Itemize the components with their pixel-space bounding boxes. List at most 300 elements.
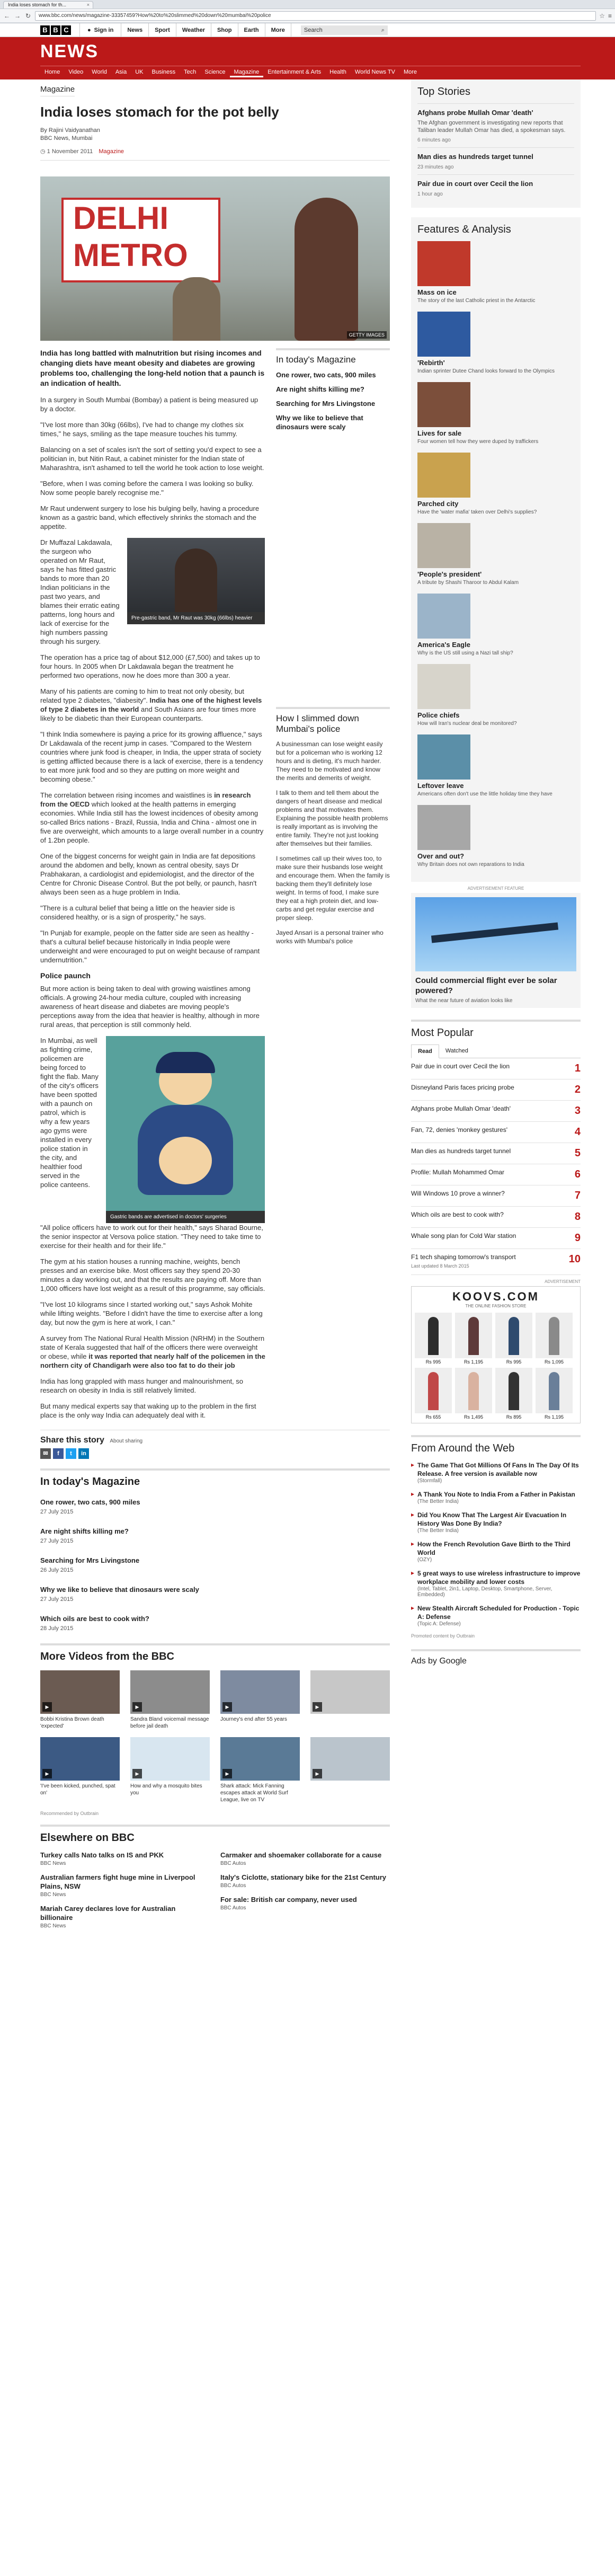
magazine-item-title: One rower, two cats, 900 miles — [40, 1498, 140, 1506]
article-tag[interactable]: Magazine — [99, 148, 124, 155]
video-item[interactable] — [220, 1737, 300, 1803]
feature-image[interactable] — [417, 594, 470, 639]
popular-item[interactable] — [411, 1143, 581, 1164]
feature-item[interactable] — [417, 523, 574, 594]
walking-woman-figure — [295, 198, 358, 341]
video-title: 'I've been kicked, punched, spat on' — [40, 1783, 115, 1796]
elsewhere-item-source: BBC Autos — [220, 1883, 246, 1889]
todays-box-item[interactable]: One rower, two cats, 900 miles — [276, 371, 376, 379]
product-image — [455, 1368, 492, 1413]
magazine-item[interactable] — [40, 1527, 231, 1544]
section-label[interactable]: Magazine — [40, 79, 75, 96]
feature-title: Leftover leave — [417, 782, 464, 790]
email-icon[interactable]: ✉ — [40, 1448, 51, 1459]
headline: India loses stomach for the pot belly — [40, 104, 279, 120]
slim-paragraph: I sometimes call up their wives too, to make sure their husbands lose weight and encourage them. When the family is backing them they'll definitely lose weight. In terms of food, I make sure they eat a high protein diet, and low-carbs and get regular exercise and proper sleep. — [276, 855, 390, 922]
news-nav-business[interactable]: Business — [151, 69, 176, 75]
sponsored-summary: What the near future of aviation looks like — [415, 998, 513, 1004]
paragraph: But more action is being taken to deal with growing waistlines among officials. A growing 24-hour media culture, coupled with increasing awareness of heart disease and diabetes are moving people's perceptions away from the idea that heavier is healthy, although in more rural areas, that perception is still commonly held. — [40, 985, 260, 1029]
magazine-item-date: 27 July 2015 — [40, 1596, 74, 1603]
sign-in-link[interactable] — [79, 23, 121, 37]
video-item[interactable] — [310, 1737, 390, 1803]
arrow-right-icon: ▸ — [411, 1569, 415, 1577]
slim-box-title: How I slimmed down Mumbai's police — [276, 707, 390, 734]
feature-image[interactable] — [417, 241, 470, 286]
popular-item[interactable] — [411, 1185, 581, 1207]
koovs-logo: KOOVS.COM — [452, 1290, 539, 1303]
video-thumbnail[interactable] — [40, 1737, 120, 1781]
top-stories-title: Top Stories — [417, 86, 471, 98]
magazine-item-title: Are night shifts killing me? — [40, 1527, 129, 1535]
top-story-title: Man dies as hundreds target tunnel — [417, 153, 533, 161]
paragraph-oecd — [40, 791, 265, 845]
product-image — [415, 1313, 452, 1358]
koovs-ad[interactable] — [411, 1286, 581, 1423]
top-story-date: 23 minutes ago — [417, 164, 454, 170]
magazine-item[interactable] — [40, 1498, 231, 1515]
feature-summary: Four women tell how they were duped by traffickers — [417, 439, 539, 445]
koovs-ad-label: ADVERTISEMENT — [545, 1279, 581, 1284]
article-body — [40, 348, 265, 1427]
web-item[interactable] — [411, 1511, 581, 1534]
article-intro: India has long battled with malnutrition but rising incomes and changing diets have meant obesity and diabetes are growing problems too, challenging the long-held notion that a paunch is an indication of health. — [40, 349, 265, 387]
slim-paragraph: I talk to them and tell them about the dangers of heart disease and medical problems and that motivates them. Explaining the possible health problems is really important as is involving the entire family. They're not just looking after themselves but their families. — [276, 789, 388, 847]
product-image — [415, 1368, 452, 1413]
surgeon-photo — [127, 538, 265, 612]
feature-title: Mass on ice — [417, 288, 457, 296]
product-price: Rs 1,495 — [464, 1414, 484, 1420]
slim-box — [276, 707, 390, 945]
koovs-products — [415, 1313, 577, 1420]
popular-item[interactable] — [411, 1164, 581, 1185]
elsewhere-item-title: Australian farmers fight huge mine in Liverpool Plains, NSW — [40, 1873, 195, 1890]
top-story[interactable] — [417, 103, 574, 147]
product-image — [495, 1313, 532, 1358]
paragraph-oecd-start: The correlation between rising incomes and waistlines is — [40, 791, 212, 799]
sidebar — [411, 79, 581, 1666]
video-item[interactable] — [40, 1670, 120, 1730]
elsewhere-item[interactable] — [220, 1895, 390, 1911]
cartoon-block — [40, 1036, 265, 1223]
popular-item-date: Last updated 8 March 2015 — [411, 1263, 469, 1269]
cartoon-caption: Gastric bands are advertised in doctors' surgeries — [106, 1211, 265, 1223]
paragraph-oecd-end: which looked at the health patterns in emerging economies. While India still has the lowest incidences of obesity among so-called Brics nations - Brazil, Russia, India and China - almost one in five are overweight, which amounts to a large overall number in a country of 1.2bn people. — [40, 800, 264, 844]
from-around-the-web — [411, 1435, 581, 1639]
web-item-text — [417, 1569, 581, 1598]
metro-sign: DELHI METRO — [61, 198, 220, 282]
article-columns — [40, 348, 390, 1427]
koovs-product[interactable] — [455, 1313, 492, 1365]
sponsored-feature[interactable] — [411, 893, 581, 1008]
magazine-item-date: 28 July 2015 — [40, 1625, 74, 1632]
feature-item[interactable] — [417, 241, 574, 312]
news-nav-magazine[interactable]: Magazine — [230, 66, 264, 77]
play-icon[interactable]: ▶ — [42, 1769, 52, 1778]
video-item[interactable] — [40, 1737, 120, 1803]
product-image — [536, 1313, 573, 1358]
elsewhere-item[interactable] — [40, 1851, 210, 1866]
paragraph: The gym at his station houses a running machine, weights, bench presses and an exercise bike. Most officers say they spend 20-30 minutes a day working out, and that the results are paying off. More than 1,000 officers have lost weight as a result of this programme, say officials. — [40, 1258, 265, 1293]
popular-item-title: Disneyland Paris faces pricing probe — [411, 1084, 514, 1091]
features-list — [417, 241, 574, 875]
model-figure — [549, 1317, 559, 1355]
browser-tabbar — [0, 0, 615, 8]
tab-watched[interactable]: Watched — [445, 1048, 468, 1054]
elsewhere-item-title: Italy's Ciclotte, stationary bike for the 21st Century — [220, 1873, 387, 1881]
popular-item-title: Which oils are best to cook with? — [411, 1211, 504, 1218]
video-title: Bobbi Kristina Brown death 'expected' — [40, 1716, 104, 1729]
paragraph: India has long grappled with mass hunger and malnourishment, so research on obesity in India is still relatively limited. — [40, 1377, 244, 1394]
magazine-item[interactable] — [40, 1614, 231, 1632]
author-role: BBC News, Mumbai — [40, 135, 93, 141]
paragraph: One of the biggest concerns for weight gain in India are fat depositions around the abdomen and belly, known as central obesity, says Dr Prabhakaran, a cardiologist and epidemiologist, and the director of the Centre for Chronic Disease Control. But the pot belly, or paunch, hasn't always been seen as a huge problem in India. — [40, 852, 257, 896]
video-thumbnail[interactable] — [130, 1737, 210, 1781]
popular-item[interactable] — [411, 1058, 581, 1079]
model-figure — [468, 1317, 479, 1355]
web-item-text — [417, 1604, 581, 1627]
news-nav-science[interactable]: Science — [204, 69, 226, 75]
feature-item[interactable] — [417, 805, 574, 875]
surgeon-figure — [127, 538, 265, 653]
model-figure — [509, 1372, 519, 1410]
elsewhere-item-title: Turkey calls Nato talks on IS and PKK — [40, 1851, 164, 1859]
elsewhere-item-source: BBC News — [40, 1861, 66, 1866]
elsewhere-left — [40, 1851, 210, 1935]
model-figure — [468, 1372, 479, 1410]
web-item[interactable] — [411, 1461, 581, 1484]
ads-by-google[interactable]: Ads by Google — [411, 1649, 581, 1666]
top-story-summary: The Afghan government is investigating new reports that Taliban leader Mullah Omar has died, a spokesman says. — [417, 120, 566, 134]
news-title[interactable]: NEWS — [40, 41, 99, 61]
nav-earth[interactable]: Earth — [238, 23, 265, 37]
paragraph: "All police officers have to work out for their health," says Sharad Bourne, the senior inspector at Versova police station. "They need to take time to exercise for their health and for their life." — [40, 1224, 263, 1250]
star-icon[interactable]: ☆ — [599, 12, 605, 20]
top-story[interactable] — [417, 147, 574, 174]
feature-image[interactable] — [417, 805, 470, 850]
popular-item-title: Man dies as hundreds target tunnel — [411, 1147, 511, 1155]
popular-item[interactable] — [411, 1101, 581, 1122]
paragraph-diabetes-end: and South Asians are four times more likely to be diabetic than their European counterparts. — [40, 705, 256, 722]
feature-item[interactable] — [417, 664, 574, 734]
paragraph: Dr Muffazal Lakdawala, the surgeon who operated on Mr Raut, says he has fitted gastric bands to more than 20 Indian politicians in the past two years, and blames their erratic eating patterns, long hours and lack of exercise for the high numbers passing through his surgery. — [40, 538, 120, 645]
koovs-tagline: THE ONLINE FASHION STORE — [465, 1304, 527, 1308]
search-input[interactable] — [301, 25, 388, 35]
seated-man-figure — [173, 277, 220, 341]
cartoon-belly — [159, 1137, 212, 1184]
arrow-right-icon: ▸ — [411, 1490, 415, 1498]
surgeon-caption: Pre-gastric band, Mr Raut was 30kg (66lbs) heavier — [127, 612, 265, 624]
news-nav-asia[interactable]: Asia — [115, 69, 127, 75]
magazine-item-title: Searching for Mrs Livingstone — [40, 1556, 140, 1564]
person-figure — [175, 548, 217, 612]
product-price: Rs 655 — [425, 1414, 441, 1420]
feature-image[interactable] — [417, 523, 470, 568]
feature-item[interactable] — [417, 382, 574, 453]
feature-item[interactable] — [417, 453, 574, 523]
browser-tab-title: India loses stomach for th... — [8, 2, 67, 7]
video-item[interactable] — [310, 1670, 390, 1730]
web-item-text — [417, 1490, 575, 1504]
paragraph: "I think India somewhere is paying a price for its growing affluence," says Dr Lakdawala of the recent jump in cases. "Compared to the Western countries where junk food is cheaper, in India, the upper strata of society is getting afflicted because there is a lack of exercise, there is a tendency to eat more junk food and so they are putting on more weight and becoming obese." — [40, 730, 263, 783]
play-icon[interactable]: ▶ — [222, 1769, 232, 1778]
popular-rank: 10 — [568, 1253, 581, 1265]
feature-title: 'People's president' — [417, 570, 482, 578]
koovs-product[interactable] — [415, 1313, 452, 1365]
search-icon[interactable]: ⌕ — [381, 27, 385, 33]
product-image — [536, 1368, 573, 1413]
feature-title: America's Eagle — [417, 641, 470, 649]
video-thumbnail[interactable] — [130, 1670, 210, 1714]
back-arrow-icon[interactable]: ← — [4, 12, 10, 20]
top-story-title: Pair due in court over Cecil the lion — [417, 180, 533, 188]
feature-summary: Americans often don't use the little holiday time they have — [417, 791, 552, 797]
cartoon-cap — [156, 1052, 215, 1073]
elsewhere-on-bbc — [40, 1825, 390, 1935]
promoted-credit[interactable]: Promoted content by Outbrain — [411, 1633, 475, 1639]
elsewhere-item[interactable] — [220, 1851, 390, 1866]
elsewhere-item-source: BBC Autos — [220, 1905, 246, 1911]
slim-paragraph: Jayed Ansari is a personal trainer who works with Mumbai's police — [276, 929, 384, 945]
subhead: Police paunch — [40, 971, 91, 980]
sponsored-title: Could commercial flight ever be solar powered? — [415, 976, 557, 995]
todays-box-item[interactable]: Are night shifts killing me? — [276, 385, 364, 393]
top-story-date: 6 minutes ago — [417, 137, 451, 143]
todays-magazine-title: In today's Magazine — [40, 1468, 390, 1488]
magazine-item-date: 26 July 2015 — [40, 1567, 74, 1573]
news-nav-home[interactable]: Home — [44, 69, 60, 75]
cartoon-text — [40, 1036, 99, 1223]
play-icon[interactable]: ▶ — [313, 1769, 322, 1778]
product-price: Rs 1,195 — [544, 1414, 564, 1420]
top-story-title: Afghans probe Mullah Omar 'death' — [417, 109, 533, 117]
reload-icon[interactable]: ↻ — [25, 12, 31, 20]
surgeon-block — [40, 538, 265, 653]
web-item[interactable] — [411, 1490, 581, 1504]
menu-icon[interactable]: ≡ — [608, 12, 612, 20]
from-web-list — [411, 1461, 581, 1627]
play-icon[interactable]: ▶ — [132, 1769, 142, 1778]
koovs-product[interactable] — [495, 1368, 532, 1420]
todays-box-item[interactable]: Why we like to believe that dinosaurs were scaly — [276, 414, 363, 431]
web-item-text — [417, 1511, 581, 1534]
web-item[interactable] — [411, 1569, 581, 1598]
feature-summary: Indian sprinter Dutee Chand looks forward to the Olympics — [417, 368, 555, 374]
nav-sport[interactable]: Sport — [149, 23, 176, 37]
video-title: Journey's end after 55 years — [220, 1716, 287, 1722]
feature-title: Police chiefs — [417, 711, 460, 719]
popular-rank: 3 — [574, 1105, 581, 1117]
magazine-item-date: 27 July 2015 — [40, 1538, 74, 1544]
diabetes-link[interactable]: India has one of the highest levels of type 2 diabetes in the world — [40, 696, 262, 713]
slim-paragraph: A businessman can lose weight easily but for a policeman who is working 12 hours and is dieting, it's much harder. They need to be motivated and know the merits and demerits of weight. — [276, 740, 383, 782]
tab-read[interactable]: Read — [411, 1044, 439, 1058]
video-item[interactable] — [130, 1670, 210, 1730]
plane-wing-shape — [431, 922, 558, 943]
web-item-text — [417, 1540, 581, 1563]
elsewhere-item-title: Mariah Carey declares love for Australian billionaire — [40, 1905, 176, 1922]
web-item[interactable] — [411, 1540, 581, 1563]
news-nav-video[interactable]: Video — [68, 69, 84, 75]
koovs-product[interactable] — [536, 1313, 573, 1365]
video-thumbnail[interactable] — [310, 1737, 390, 1781]
oecd-link[interactable]: in research from the OECD — [40, 791, 251, 808]
magazine-item-title: Why we like to believe that dinosaurs were scaly — [40, 1586, 199, 1594]
elsewhere-title: Elsewhere on BBC — [40, 1825, 390, 1844]
arrow-right-icon: ▸ — [411, 1540, 415, 1547]
bbc-logo[interactable]: B B C — [40, 25, 71, 35]
elsewhere-item[interactable] — [40, 1873, 210, 1898]
from-web-title: From Around the Web — [411, 1435, 581, 1455]
play-icon[interactable]: ▶ — [132, 1702, 142, 1712]
video-thumbnail[interactable] — [220, 1670, 300, 1714]
features-title: Features & Analysis — [417, 224, 511, 235]
popular-item-title: Profile: Mullah Mohammed Omar — [411, 1169, 505, 1176]
bbc-global-nav — [121, 23, 291, 37]
news-nav-entertainment[interactable]: Entertainment & Arts — [268, 69, 322, 75]
outbrain-credit[interactable]: Recommended by Outbrain — [40, 1811, 99, 1816]
popular-item[interactable] — [411, 1249, 581, 1275]
news-nav-world[interactable]: World — [92, 69, 107, 75]
magazine-item[interactable] — [40, 1556, 231, 1573]
elsewhere-item-title: For sale: British car company, never used — [220, 1896, 357, 1904]
author: By Rajini Vaidyanathan — [40, 127, 100, 134]
nav-weather[interactable]: Weather — [176, 23, 211, 37]
popular-item[interactable] — [411, 1228, 581, 1249]
popular-rank: 7 — [574, 1190, 581, 1201]
arrow-right-icon: ▸ — [411, 1461, 415, 1468]
top-stories — [411, 79, 581, 208]
cartoon-figure — [106, 1036, 265, 1223]
facebook-icon[interactable]: f — [53, 1448, 64, 1459]
web-item-title: The Game That Got Millions Of Fans In The Day Of Its Release. A free version is available now — [417, 1462, 579, 1477]
features-analysis — [411, 217, 581, 882]
web-item-title: How the French Revolution Gave Birth to the Third World — [417, 1541, 571, 1556]
news-nav — [40, 66, 581, 77]
popular-item-text — [411, 1232, 538, 1244]
news-banner — [0, 37, 615, 79]
model-figure — [549, 1372, 559, 1410]
linkedin-icon[interactable]: in — [78, 1448, 89, 1459]
video-thumbnail[interactable] — [40, 1670, 120, 1714]
paragraph: "In Punjab for example, people on the fatter side are seen as healthy - that's a cultural belief because historically in India people were underweight and were encouraged to put on weight because of rampant undernutrition." — [40, 929, 260, 964]
popular-item-title: F1 tech shaping tomorrow's transport — [411, 1253, 516, 1261]
most-popular-list — [411, 1058, 581, 1275]
feature-item[interactable] — [417, 594, 574, 664]
popular-item-text — [411, 1190, 538, 1202]
popular-item-text — [411, 1211, 538, 1223]
news-nav-health[interactable]: Health — [329, 69, 346, 75]
video-item[interactable] — [220, 1670, 300, 1730]
feature-image[interactable] — [417, 453, 470, 498]
news-nav-more[interactable]: More — [403, 69, 417, 75]
hero-image — [40, 176, 390, 341]
feature-summary: Why is the US still using a Nazi tall ship? — [417, 650, 513, 656]
magazine-item[interactable] — [40, 1585, 231, 1603]
news-nav-tech[interactable]: Tech — [184, 69, 197, 75]
popular-rank: 1 — [574, 1063, 581, 1074]
popular-rank: 5 — [574, 1147, 581, 1159]
paragraph-diabetes — [40, 687, 265, 723]
elsewhere-item-source: BBC Autos — [220, 1861, 246, 1866]
product-image — [495, 1368, 532, 1413]
video-thumbnail[interactable] — [310, 1670, 390, 1714]
video-item[interactable] — [130, 1737, 210, 1803]
koovs-product[interactable] — [536, 1368, 573, 1420]
popular-item-text — [411, 1253, 538, 1270]
video-title: Shark attack: Mick Fanning escapes attack at World Surf League, live on TV — [220, 1783, 288, 1803]
advertisement-label: ADVERTISEMENT FEATURE — [467, 886, 524, 891]
main-column — [40, 79, 390, 1935]
feature-image[interactable] — [417, 312, 470, 357]
todays-box-item[interactable]: Searching for Mrs Livingstone — [276, 400, 376, 408]
browser-tab[interactable] — [3, 1, 93, 8]
model-figure — [428, 1317, 439, 1355]
play-icon[interactable]: ▶ — [313, 1702, 322, 1712]
forward-arrow-icon[interactable]: → — [14, 12, 21, 20]
about-sharing-link[interactable]: About sharing — [110, 1438, 143, 1444]
nav-news[interactable]: News — [121, 23, 149, 37]
most-popular-tabs — [411, 1044, 581, 1058]
share-icons — [40, 1448, 390, 1459]
address-bar[interactable]: www.bbc.com/news/magazine-33357459?How%20to%20slimmed%20down%20mumbai%20police — [35, 11, 596, 21]
product-image — [455, 1313, 492, 1358]
koovs-product[interactable] — [495, 1313, 532, 1365]
popular-item-title: Afghans probe Mullah Omar 'death' — [411, 1105, 511, 1112]
feature-item[interactable] — [417, 734, 574, 805]
elsewhere-item-title: Carmaker and shoemaker collaborate for a cause — [220, 1851, 382, 1859]
play-icon[interactable]: ▶ — [42, 1702, 52, 1712]
elsewhere-right — [220, 1851, 390, 1935]
chandigarh-link[interactable]: it was reported that nearly half of the policemen in the northern city of Chandigarh were also too fat to do their job — [40, 1352, 265, 1369]
koovs-product[interactable] — [455, 1368, 492, 1420]
web-item-source: (Intel, Tablet, 2in1, Laptop, Desktop, Smartphone, Server, Embedded) — [417, 1586, 552, 1598]
elsewhere-item[interactable] — [40, 1904, 210, 1929]
todays-magazine — [40, 1468, 390, 1632]
paragraph-nrhm — [40, 1334, 265, 1370]
product-price: Rs 1,095 — [544, 1359, 564, 1365]
popular-item[interactable] — [411, 1207, 581, 1228]
feature-summary: How will Iran's nuclear deal be monitored? — [417, 721, 517, 727]
nav-shop[interactable]: Shop — [211, 23, 238, 37]
twitter-icon[interactable]: t — [66, 1448, 76, 1459]
popular-item-title: Whale song plan for Cold War station — [411, 1232, 516, 1240]
close-icon[interactable]: × — [86, 2, 90, 7]
koovs-product[interactable] — [415, 1368, 452, 1420]
arrow-right-icon: ▸ — [411, 1511, 415, 1518]
feature-image[interactable] — [417, 664, 470, 709]
web-item[interactable] — [411, 1604, 581, 1627]
popular-item[interactable] — [411, 1122, 581, 1143]
popular-item[interactable] — [411, 1079, 581, 1101]
feature-image[interactable] — [417, 734, 470, 780]
video-thumbnail[interactable] — [220, 1737, 300, 1781]
article-date: 1 November 2011 — [47, 148, 93, 155]
feature-image[interactable] — [417, 382, 470, 427]
article-meta — [40, 148, 390, 161]
news-nav-uk[interactable]: UK — [135, 69, 144, 75]
elsewhere-item[interactable] — [220, 1873, 390, 1889]
play-icon[interactable]: ▶ — [222, 1702, 232, 1712]
feature-item[interactable] — [417, 312, 574, 382]
news-nav-world-news-tv[interactable]: World News TV — [354, 69, 395, 75]
nav-more[interactable]: More — [265, 23, 291, 37]
web-item-source: (Topic A: Defense) — [417, 1621, 461, 1627]
top-story[interactable] — [417, 174, 574, 201]
feature-summary: Have the 'water mafia' taken over Delhi's supplies? — [417, 509, 537, 515]
more-videos-title: More Videos from the BBC — [40, 1643, 390, 1663]
surgeon-text — [40, 538, 120, 653]
top-story-date: 1 hour ago — [417, 191, 443, 197]
